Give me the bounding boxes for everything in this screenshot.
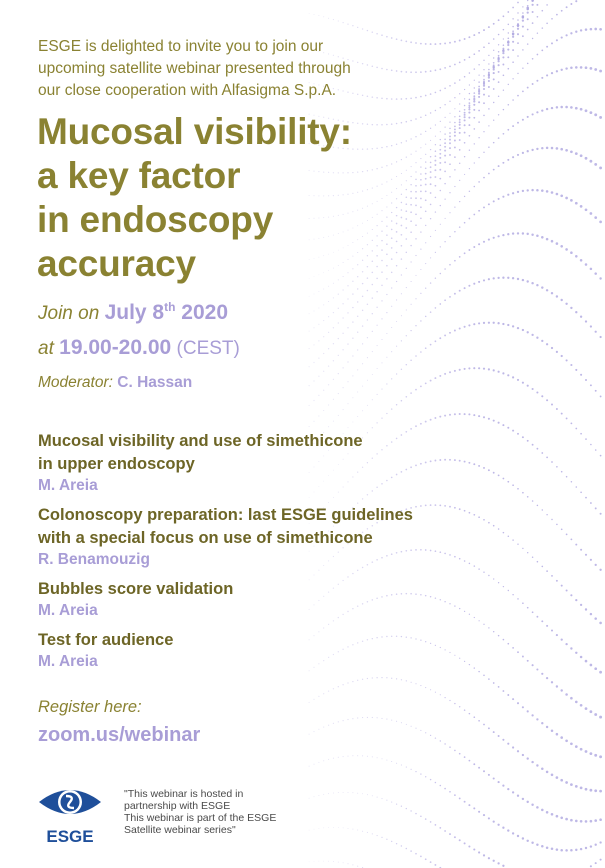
program-list: [38, 430, 498, 680]
talk-title: Colonoscopy preparation: last ESGE guidelines: [38, 506, 413, 524]
talk-title: in upper endoscopy: [38, 455, 195, 473]
program-item: [38, 578, 498, 621]
event-time: 19.00-20.00: [59, 336, 172, 359]
talk-speaker: M. Areia: [38, 477, 98, 494]
at-label: at: [38, 338, 54, 359]
moderator-label: Moderator:: [38, 374, 113, 391]
moderator: [38, 374, 192, 392]
talk-speaker: M. Areia: [38, 602, 98, 619]
intro-text: [38, 36, 438, 102]
footer-line: "This webinar is hosted in: [124, 788, 244, 800]
date-year: 2020: [181, 301, 228, 324]
talk-title: Test for audience: [38, 631, 174, 649]
program-item: [38, 504, 498, 570]
title-line: Mucosal visibility:: [37, 111, 352, 152]
talk-speaker: R. Benamouzig: [38, 551, 150, 568]
logo-text: ESGE: [46, 827, 94, 846]
talk-title: with a special focus on use of simethicone: [38, 529, 373, 547]
register-link[interactable]: zoom.us/webinar: [38, 724, 201, 746]
timezone: (CEST): [176, 338, 240, 359]
talk-title: Bubbles score validation: [38, 580, 234, 598]
footer-note: [124, 788, 324, 836]
title-line: a key factor: [37, 155, 241, 196]
footer-line: partnership with ESGE: [124, 800, 231, 812]
event-date: [105, 301, 228, 324]
program-item: [38, 629, 498, 672]
date-line: [38, 300, 228, 325]
intro-line: upcoming satellite webinar presented through: [38, 60, 351, 77]
date-main: July 8: [104, 301, 165, 324]
esge-logo: [37, 780, 103, 846]
title-line: accuracy: [37, 243, 196, 284]
register-label: Register here:: [38, 698, 142, 716]
footer-line: This webinar is part of the ESGE: [124, 812, 277, 824]
program-item: [38, 430, 498, 496]
intro-line: ESGE is delighted to invite you to join our: [38, 38, 324, 55]
title-line: in endoscopy: [37, 199, 274, 240]
time-line: [38, 336, 240, 360]
talk-title: Mucosal visibility and use of simethicone: [38, 432, 363, 450]
date-suffix: th: [164, 300, 176, 314]
talk-speaker: M. Areia: [38, 653, 98, 670]
intro-line: our close cooperation with Alfasigma S.p.A.: [38, 82, 337, 99]
moderator-name: C. Hassan: [117, 374, 193, 391]
join-label: Join on: [38, 303, 100, 324]
footer-line: Satellite webinar series": [124, 824, 236, 836]
webinar-title: [37, 110, 437, 286]
